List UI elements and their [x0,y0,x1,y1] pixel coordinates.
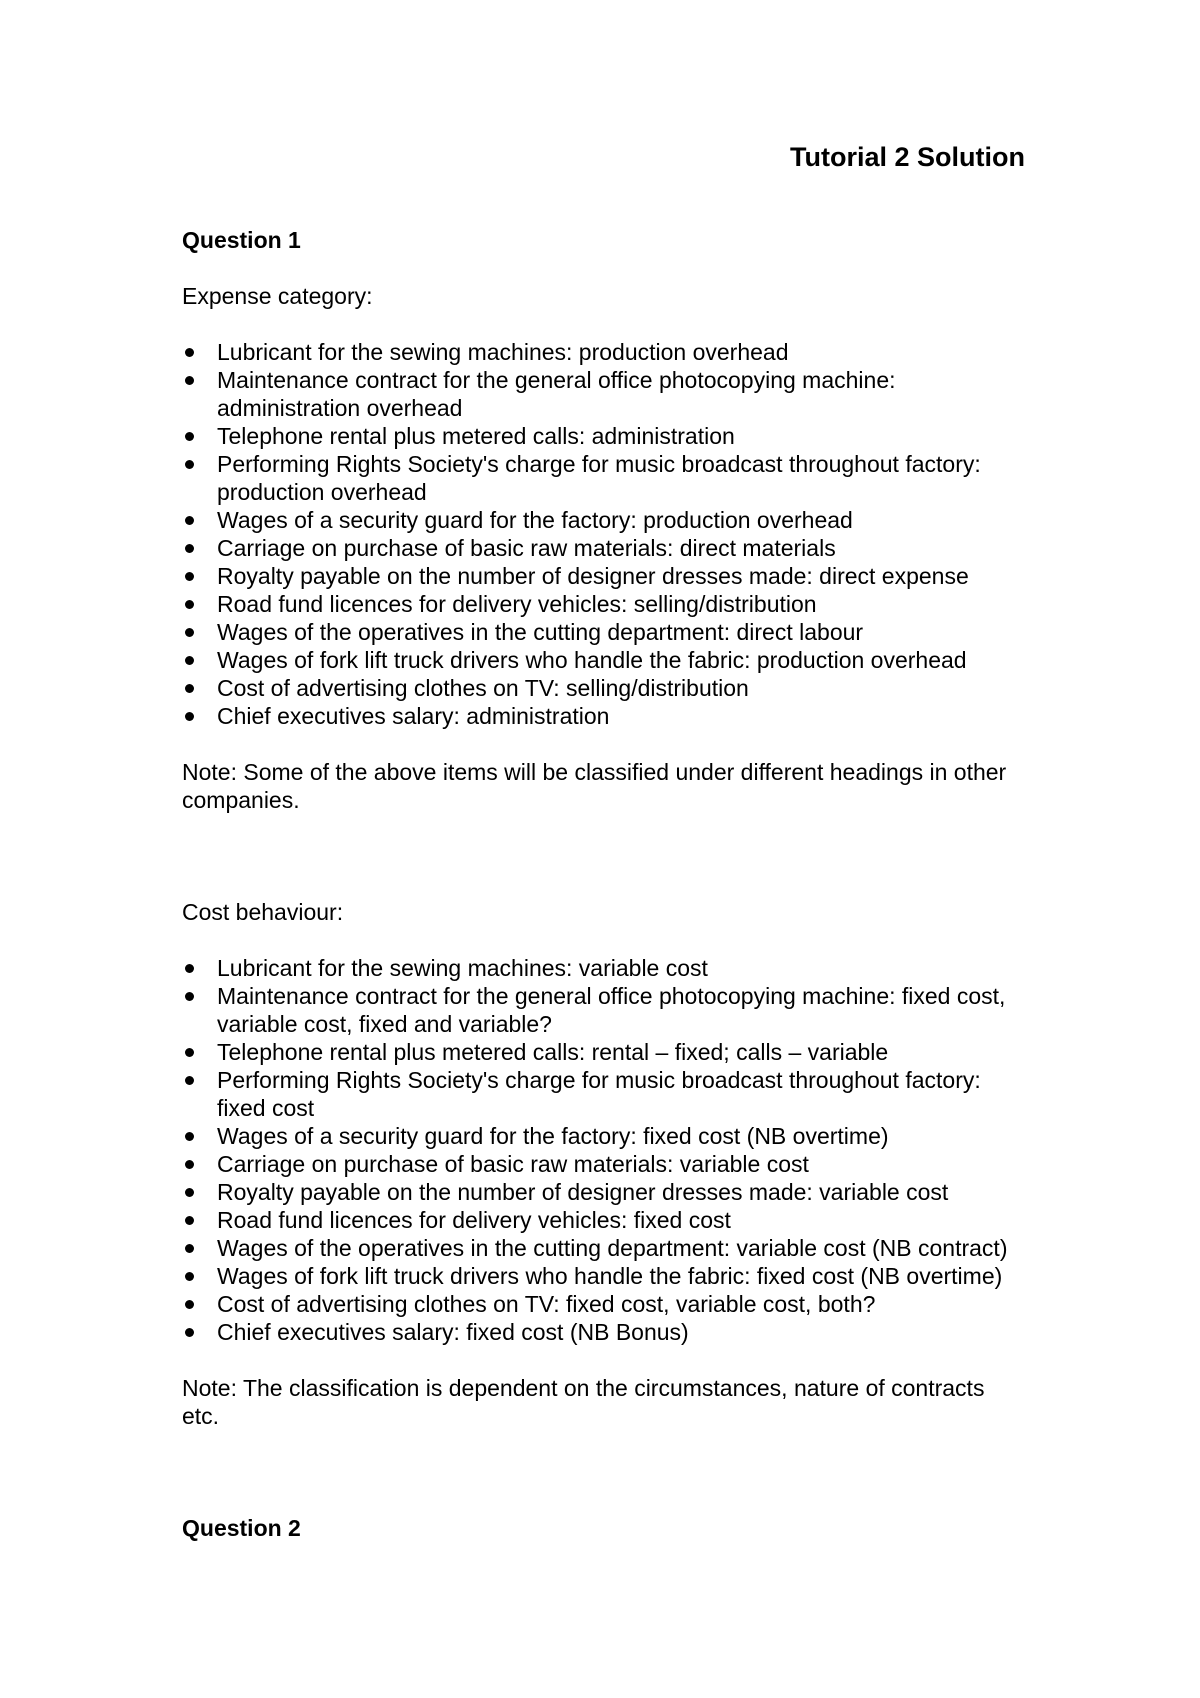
list-item-text: Road fund licences for delivery vehicles: fixed cost [217,1207,731,1233]
list-item [182,954,1025,982]
list-item-text: Wages of a security guard for the factory: fixed cost (NB overtime) [217,1123,889,1149]
list-item [182,982,1025,1038]
bullet-icon [185,656,194,665]
document-body [182,140,1025,1570]
list-item [182,366,1025,422]
list-item-text: Cost of advertising clothes on TV: selling/distribution [217,675,749,701]
list-item-text: Wages of fork lift truck drivers who handle the fabric: production overhead [217,647,967,673]
bullet-icon [185,712,194,721]
list-item-text: Cost of advertising clothes on TV: fixed cost, variable cost, both? [217,1291,876,1317]
list-item-text: Telephone rental plus metered calls: administration [217,423,735,449]
list-item-text: Wages of the operatives in the cutting department: variable cost (NB contract) [217,1235,1008,1261]
cost-behaviour-intro: Cost behaviour: [182,899,344,925]
list-item [182,1178,1025,1206]
list-item-text: Lubricant for the sewing machines: variable cost [217,955,708,981]
spacer [182,1458,1025,1514]
bullet-icon [185,572,194,581]
list-item-text: Lubricant for the sewing machines: production overhead [217,339,789,365]
list-item [182,562,1025,590]
bullet-icon [185,1188,194,1197]
spacer [182,842,1025,898]
list-item [182,1038,1025,1066]
list-item [182,1234,1025,1262]
list-item-text: Telephone rental plus metered calls: rental – fixed; calls – variable [217,1039,889,1065]
list-item-text: Carriage on purchase of basic raw materials: variable cost [217,1151,809,1177]
list-item [182,1262,1025,1290]
expense-category-intro: Expense category: [182,283,373,309]
list-item [182,618,1025,646]
bullet-icon [185,964,194,973]
list-item-text: Royalty payable on the number of designer dresses made: direct expense [217,563,969,589]
list-item [182,1150,1025,1178]
cost-behaviour-note: Note: The classification is dependent on the circumstances, nature of contracts etc. [182,1375,985,1429]
question-2-heading: Question 2 [182,1515,301,1541]
list-item-text: Performing Rights Society's charge for music broadcast throughout factory: fixed cost [217,1067,981,1121]
list-item [182,1122,1025,1150]
bullet-icon [185,1076,194,1085]
expense-category-note: Note: Some of the above items will be classified under different headings in other companies. [182,759,1007,813]
list-item-text: Performing Rights Society's charge for music broadcast throughout factory: production overhead [217,451,981,505]
list-item [182,590,1025,618]
list-item [182,702,1025,730]
bullet-icon [185,992,194,1001]
bullet-icon [185,1244,194,1253]
list-item [182,1290,1025,1318]
list-item [182,338,1025,366]
list-item-text: Chief executives salary: fixed cost (NB Bonus) [217,1319,689,1345]
list-item [182,450,1025,506]
bullet-icon [185,1132,194,1141]
list-item [182,422,1025,450]
list-item [182,1318,1025,1346]
bullet-icon [185,432,194,441]
list-item [182,1066,1025,1122]
list-item-text: Road fund licences for delivery vehicles: selling/distribution [217,591,817,617]
bullet-icon [185,1048,194,1057]
list-item-text: Chief executives salary: administration [217,703,610,729]
bullet-icon [185,1216,194,1225]
bullet-icon [185,1300,194,1309]
bullet-icon [185,348,194,357]
question-1-heading: Question 1 [182,227,301,253]
list-item-text: Maintenance contract for the general office photocopying machine: administration overhead [217,367,896,421]
bullet-icon [185,684,194,693]
list-item [182,1206,1025,1234]
document-title: Tutorial 2 Solution [790,142,1025,172]
cost-behaviour-list [182,954,1025,1346]
bullet-icon [185,1328,194,1337]
list-item-text: Wages of the operatives in the cutting department: direct labour [217,619,864,645]
list-item-text: Wages of fork lift truck drivers who handle the fabric: fixed cost (NB overtime) [217,1263,1003,1289]
bullet-icon [185,516,194,525]
bullet-icon [185,544,194,553]
list-item [182,674,1025,702]
bullet-icon [185,1272,194,1281]
list-item-text: Wages of a security guard for the factory: production overhead [217,507,853,533]
list-item-text: Maintenance contract for the general office photocopying machine: fixed cost, variable cost, fixed and variable? [217,983,1006,1037]
bullet-icon [185,460,194,469]
list-item-text: Carriage on purchase of basic raw materials: direct materials [217,535,836,561]
bullet-icon [185,376,194,385]
bullet-icon [185,628,194,637]
list-item [182,646,1025,674]
bullet-icon [185,600,194,609]
bullet-icon [185,1160,194,1169]
list-item [182,506,1025,534]
list-item [182,534,1025,562]
list-item-text: Royalty payable on the number of designer dresses made: variable cost [217,1179,949,1205]
expense-category-list [182,338,1025,730]
